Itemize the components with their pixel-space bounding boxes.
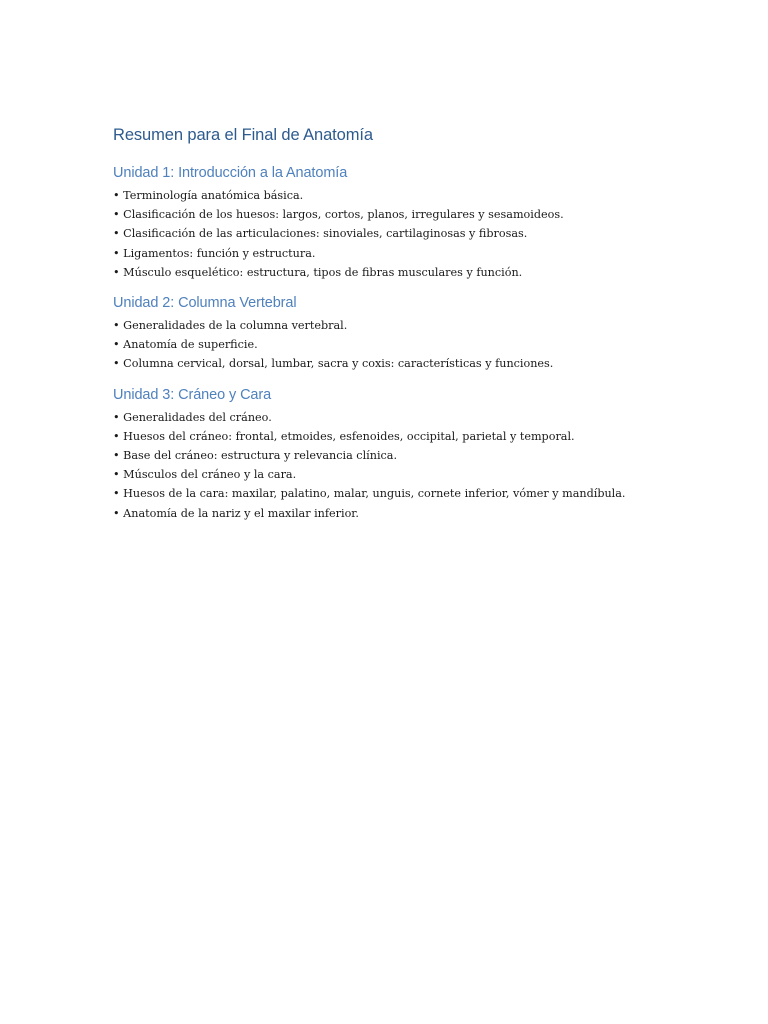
- list-item: • Terminología anatómica básica.: [113, 189, 304, 202]
- section-unidad-3: [113, 385, 733, 523]
- section-heading: Unidad 3: Cráneo y Cara: [113, 386, 272, 403]
- section-heading: Unidad 2: Columna Vertebral: [113, 295, 297, 312]
- list-item: • Ligamentos: función y estructura.: [113, 246, 316, 260]
- bullet-list: [113, 408, 733, 523]
- document-page: [113, 124, 733, 534]
- list-item: • Clasificación de las articulaciones: sinoviales, cartilaginosas y fibrosas.: [113, 227, 528, 241]
- list-item: • Huesos de la cara: maxilar, palatino, malar, unguis, cornete inferior, vómer y mandíbula.: [113, 487, 626, 501]
- list-item: • Generalidades del cráneo.: [113, 410, 272, 424]
- list-item: • Huesos del cráneo: frontal, etmoides, esfenoides, occipital, parietal y temporal.: [113, 429, 575, 443]
- section-heading: Unidad 1: Introducción a la Anatomía: [113, 165, 348, 181]
- section-unidad-1: [113, 163, 733, 282]
- list-item: • Músculos del cráneo y la cara.: [113, 468, 297, 482]
- list-item: • Base del cráneo: estructura y relevancia clínica.: [113, 449, 398, 463]
- bullet-list: [113, 186, 733, 282]
- list-item: • Anatomía de la nariz y el maxilar inferior.: [113, 506, 359, 520]
- list-item: • Anatomía de superficie.: [113, 338, 258, 352]
- list-item: • Clasificación de los huesos: largos, cortos, planos, irregulares y sesamoideos.: [113, 208, 564, 222]
- bullet-list: [113, 316, 733, 374]
- list-item: • Músculo esquelético: estructura, tipos de fibras musculares y función.: [113, 265, 523, 279]
- list-item: • Generalidades de la columna vertebral.: [113, 319, 348, 333]
- list-item: • Columna cervical, dorsal, lumbar, sacra y coxis: características y funciones.: [113, 357, 554, 371]
- document-title: Resumen para el Final de Anatomía: [113, 126, 373, 144]
- section-unidad-2: [113, 293, 733, 374]
